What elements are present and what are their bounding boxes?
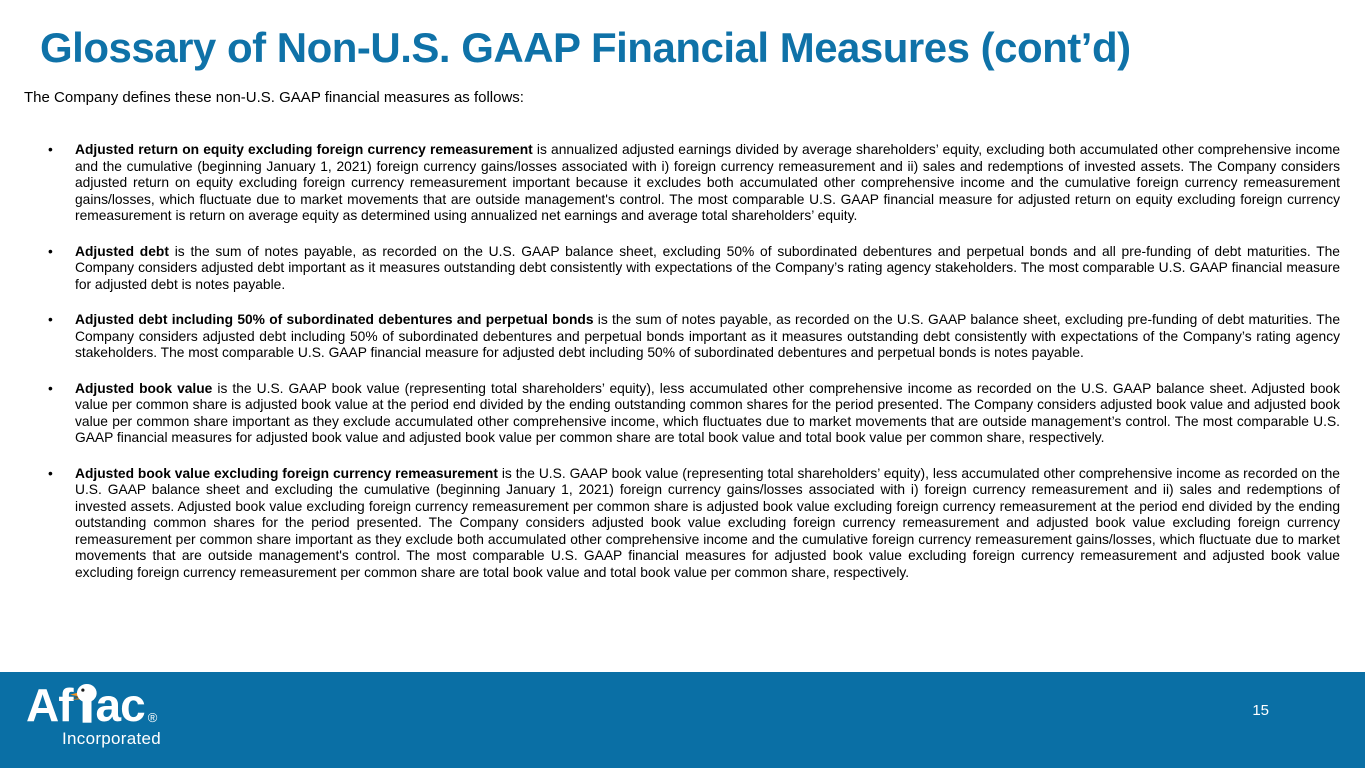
definition-term: Adjusted return on equity excluding foreign currency remeasurement (75, 142, 533, 157)
intro-text: The Company defines these non-U.S. GAAP financial measures as follows: (24, 89, 524, 106)
registered-trademark-icon: ® (147, 710, 157, 725)
definition-item (75, 142, 1340, 225)
definition-text: is the U.S. GAAP book value (representing total shareholders’ equity), less accumulated other comprehensive income as recorded on the U.S. GAAP balance sheet and excluding the cumulative (beginning January 1, 2021) foreign currency gains/losses associated with i) foreign currency remeasurement and ii) sales and redemptions of invested assets. Adjusted book value excluding foreign currency remeasurement per common share is adjusted book value excluding foreign currency remeasurement at the period end divided by the ending outstanding common shares for the period presented. The Company considers adjusted book value excluding foreign currency remeasurement and adjusted book value excluding foreign currency remeasurement per common share important as they exclude both accumulated other comprehensive income and the cumulative foreign currency remeasurement gains/losses, which fluctuate due to market movements that are outside management's control. The most comparable U.S. GAAP financial measures for adjusted book value excluding foreign currency remeasurement and adjusted book value excluding foreign currency remeasurement per common share are total book value and total book value per common share, respectively. (75, 465, 1340, 580)
definition-term: Adjusted book value (75, 380, 213, 396)
definition-term: Adjusted debt (75, 243, 169, 259)
definition-text: is the U.S. GAAP book value (representing total shareholders’ equity), less accumulated other comprehensive income as recorded on the U.S. GAAP balance sheet. Adjusted book value per common share is adjusted book value at the period end divided by the ending outstanding common shares for the period presented. The Company considers adjusted book value and adjusted book value per common share important as they exclude accumulated other comprehensive income, which fluctuates due to market movements that are outside management’s control. The most comparable U.S. GAAP financial measures for adjusted book value and adjusted book value per common share are total book value and total book value per common share, respectively. (75, 380, 1340, 445)
page-title: Glossary of Non-U.S. GAAP Financial Measures (cont’d) (40, 24, 1131, 71)
definition-text: is the sum of notes payable, as recorded on the U.S. GAAP balance sheet, excluding 50% of subordinated debentures and perpetual bonds and all pre-funding of debt maturities. The Company considers adjusted debt important as it measures outstanding debt consistently with expectations of the Company’s rating agency stakeholders. The most comparable U.S. GAAP financial measure for adjusted debt is notes payable. (75, 243, 1340, 292)
logo-incorporated-text: Incorporated (62, 729, 162, 748)
definition-item (75, 312, 1340, 362)
logo-text-suffix: ac (95, 679, 145, 732)
aflac-logo-wordmark (26, 679, 161, 732)
definition-item (75, 466, 1340, 582)
definition-text: is the sum of notes payable, as recorded on the U.S. GAAP balance sheet, excluding pre-funding of debt maturities. The Company considers adjusted debt including 50% of subordinated debentures and perpetual bonds important as it measures outstanding debt consistently with expectations of the Company’s rating agency stakeholders. The most comparable U.S. GAAP financial measure for adjusted debt including 50% of subordinated debentures and perpetual bonds is notes payable. (75, 312, 1340, 360)
definition-item (75, 244, 1340, 294)
definition-text: is annualized adjusted earnings divided by average shareholders’ equity, excluding both accumulated other comprehensive income and the cumulative (beginning January 1, 2021) foreign currency gains/losses associated with i) foreign currency remeasurement and ii) sales and redemptions of invested assets. The Company considers adjusted return on equity excluding foreign currency remeasurement important because it excludes both accumulated other comprehensive income and the cumulative foreign currency remeasurement gains/losses, which fluctuate due to market movements that are outside management's control. The most comparable U.S. GAAP financial measure for adjusted return on equity excluding foreign currency remeasurement is return on average equity as determined using annualized net earnings and average total shareholders’ equity. (75, 142, 1340, 223)
footer-bar (0, 672, 1365, 768)
definition-term: Adjusted debt including 50% of subordinated debentures and perpetual bonds (75, 312, 594, 327)
definition-term: Adjusted book value excluding foreign currency remeasurement (75, 465, 498, 481)
definition-item (75, 381, 1340, 447)
page-number: 15 (1252, 702, 1269, 719)
aflac-logo (26, 679, 162, 749)
aflac-duck-icon (69, 682, 99, 724)
definitions-list (0, 142, 1365, 581)
logo-text-prefix: Af (26, 679, 73, 732)
